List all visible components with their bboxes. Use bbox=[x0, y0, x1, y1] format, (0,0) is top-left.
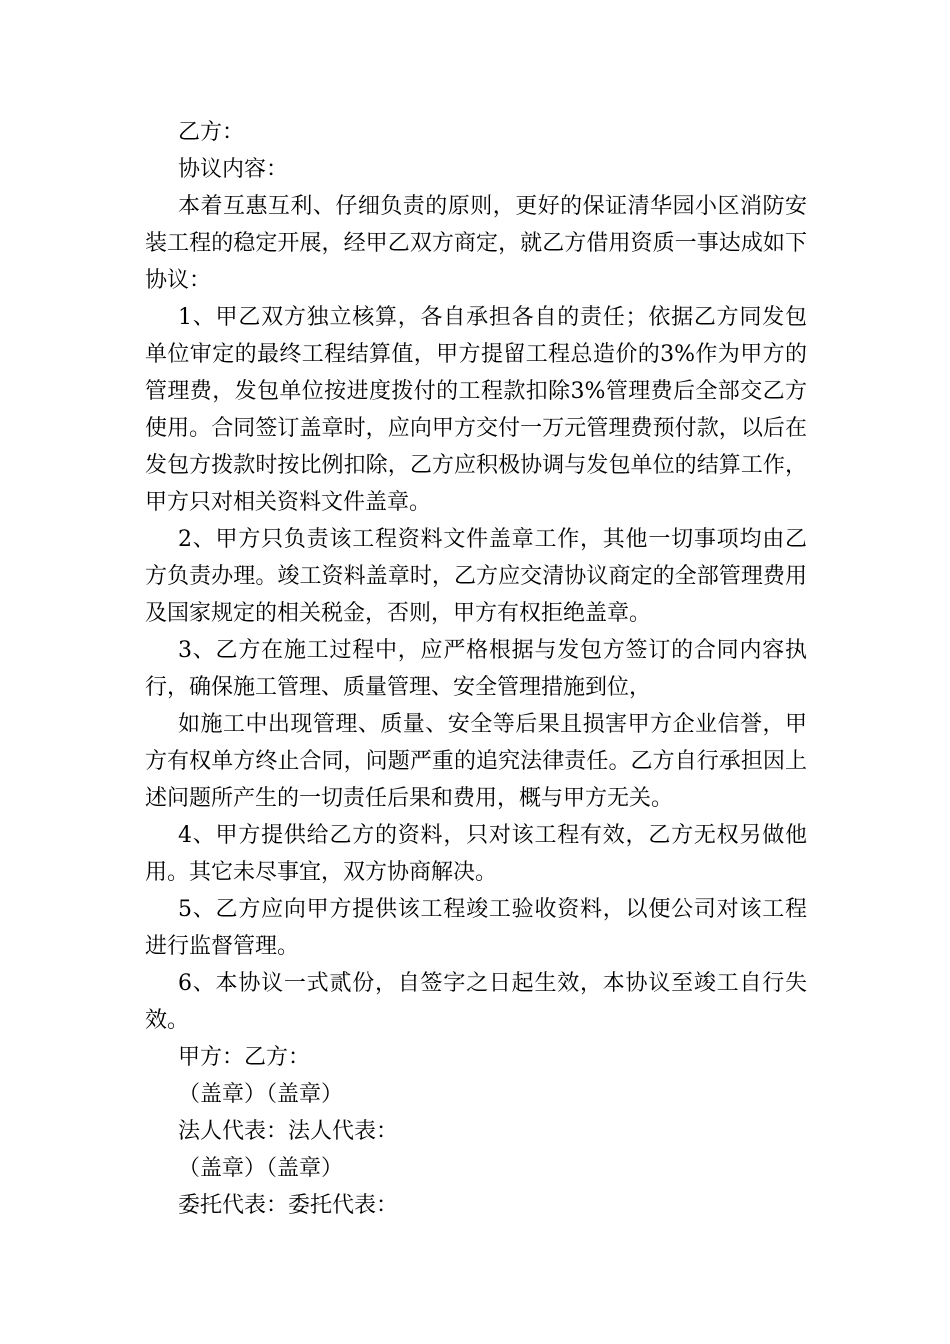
clause-1: 1、甲乙双方独立核算，各自承担各自的责任；依据乙方同发包单位审定的最终工程结算值，甲方提留工程总造价的3%作为甲方的管理费，发包单位按进度拨付的工程款扣除3%管理费后全部交乙方使用。合同签订盖章时，应向甲方交付一万元管理费预付款，以后在发包方拨款时按比例扣除，乙方应积极协调与发包单位的结算工作，甲方只对相关资料文件盖章。 bbox=[145, 305, 807, 515]
clause-6: 6、本协议一式贰份，自签字之日起生效，本协议至竣工自行失效。 bbox=[145, 971, 807, 1033]
preamble-paragraph: 本着互惠互利、仔细负责的原则，更好的保证清华园小区消防安装工程的稳定开展，经甲乙双方商定，就乙方借用资质一事达成如下协议： bbox=[145, 194, 807, 293]
party-b-label: 乙方： bbox=[178, 120, 245, 145]
clause-3-continued: 如施工中出现管理、质量、安全等后果且损害甲方企业信誉，甲方有权单方终止合同，问题严重的追究法律责任。乙方自行承担因上述问题所产生的一切责任后果和费用，概与甲方无关。 bbox=[145, 712, 807, 811]
clause-5: 5、乙方应向甲方提供该工程竣工验收资料，以便公司对该工程进行监督管理。 bbox=[145, 897, 807, 959]
signature-parties: 甲方：乙方： bbox=[178, 1045, 311, 1070]
clause-2: 2、甲方只负责该工程资料文件盖章工作，其他一切事项均由乙方负责办理。竣工资料盖章时，乙方应交清协议商定的全部管理费用及国家规定的相关税金，否则，甲方有权拒绝盖章。 bbox=[145, 527, 807, 626]
signature-authorized-representatives: 委托代表：委托代表： bbox=[178, 1193, 399, 1218]
clause-3: 3、乙方在施工过程中，应严格根据与发包方签订的合同内容执行，确保施工管理、质量管理、安全管理措施到位， bbox=[145, 638, 807, 700]
document-page bbox=[145, 114, 807, 1224]
signature-seal-1: （盖章）（盖章） bbox=[178, 1082, 344, 1107]
signature-seal-2: （盖章）（盖章） bbox=[178, 1156, 344, 1181]
clause-4: 4、甲方提供给乙方的资料，只对该工程有效，乙方无权另做他用。其它未尽事宜，双方协商解决。 bbox=[145, 823, 807, 885]
agreement-content-heading: 协议内容： bbox=[178, 157, 289, 182]
signature-legal-representatives: 法人代表：法人代表： bbox=[178, 1119, 399, 1144]
